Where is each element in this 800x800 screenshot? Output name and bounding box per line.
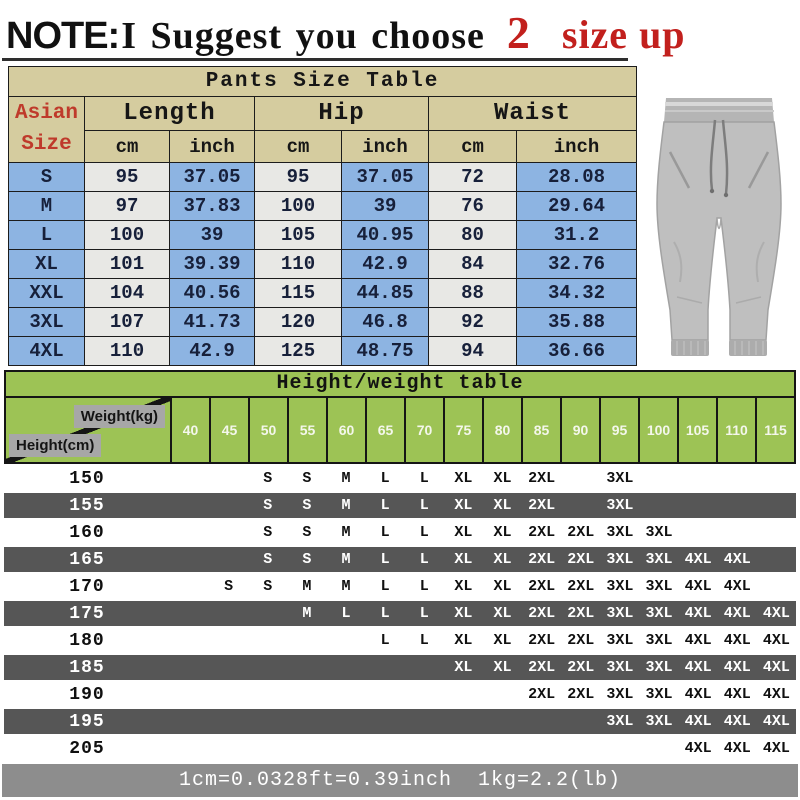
asian-size-line1: Asian [14,102,78,126]
inch-value: 34.32 [517,279,637,308]
recommended-size-cell: 3XL [606,632,634,649]
recommended-size-cell: 4XL [723,713,751,730]
weight-kg-header-cell: 50 [248,398,287,462]
recommended-size-cell: L [419,632,429,649]
recommended-size-cell: S [224,578,234,595]
recommended-size-cell: 2XL [528,551,556,568]
inch-value: 46.8 [342,308,429,337]
cm-value: 88 [429,279,517,308]
weight-kg-header-cell: 95 [599,398,638,462]
recommended-size-cell: XL [454,524,473,541]
cm-value: 125 [255,337,342,366]
height-weight-header-row [6,398,794,462]
inch-value: 37.05 [170,163,255,192]
recommended-size-cell: XL [493,605,512,622]
recommended-size-cell: XL [493,659,512,676]
note-header [6,6,798,59]
inch-value: 41.73 [170,308,255,337]
inch-value: 36.66 [517,337,637,366]
weight-kg-header-cell: 40 [182,422,199,438]
hw-row [4,628,796,653]
recommended-size-cell: XL [493,578,512,595]
recommended-size-cell: L [341,605,351,622]
recommended-size-cell: L [419,470,429,487]
pants-table-group-row [9,97,637,131]
inch-value: 39 [342,192,429,221]
recommended-size-cell: 4XL [762,740,790,757]
recommended-size-cell: 4XL [762,605,790,622]
recommended-size-cell: 2XL [528,497,556,514]
hw-row [4,547,796,572]
recommended-size-cell: 4XL [723,551,751,568]
recommended-size-cell: 4XL [723,686,751,703]
asian-size-value: L [9,221,85,250]
hw-row [4,601,796,626]
cm-value: 95 [85,163,170,192]
recommended-size-cell: 3XL [645,578,673,595]
hw-weight-header [172,398,794,462]
recommended-size-cell: XL [493,524,512,541]
recommended-size-cell: 4XL [684,551,712,568]
height-cm-value: 165 [69,549,105,570]
length-cm-header: cm [85,131,170,163]
recommended-size-cell: 3XL [645,524,673,541]
note-underline [2,58,628,61]
recommended-size-cell: S [263,551,273,568]
pants-table-body [9,163,637,366]
weight-kg-header-cell: 45 [209,398,248,462]
height-cm-value: 150 [69,468,105,489]
recommended-size-cell: 4XL [684,632,712,649]
inch-value: 39 [170,221,255,250]
cm-value: 76 [429,192,517,221]
recommended-size-cell: 4XL [723,740,751,757]
recommended-size-cell: S [263,524,273,541]
recommended-size-cell: S [302,497,312,514]
recommended-size-cell: S [302,551,312,568]
pants-size-row [9,250,637,279]
recommended-size-cell: 3XL [606,524,634,541]
height-cm-value: 185 [69,657,105,678]
recommended-size-cell: L [380,497,390,514]
weight-kg-header-cell: 65 [365,398,404,462]
recommended-size-cell: XL [493,632,512,649]
recommended-size-cell: L [380,551,390,568]
recommended-size-cell: 2XL [528,578,556,595]
recommended-size-cell: S [263,470,273,487]
inch-value: 28.08 [517,163,637,192]
recommended-size-cell: XL [454,605,473,622]
pants-size-row [9,279,637,308]
recommended-size-cell: 2XL [567,659,595,676]
recommended-size-cell: M [341,524,351,541]
recommended-size-cell: S [302,470,312,487]
pants-table-title-row [9,67,637,97]
weight-kg-header-cell: 70 [404,398,443,462]
note-prefix: NOTE: [6,15,120,57]
asian-size-line2: Size [21,132,72,156]
recommended-size-cell: 2XL [528,686,556,703]
waist-inch-header: inch [517,131,637,163]
recommended-size-cell: 4XL [723,659,751,676]
cm-value: 100 [85,221,170,250]
recommended-size-cell: M [302,605,312,622]
pants-size-table [8,66,637,366]
height-cm-value: 155 [69,495,105,516]
cm-value: 80 [429,221,517,250]
weight-kg-header-cell: 105 [677,398,716,462]
recommended-size-cell: L [380,578,390,595]
asian-size-value: XL [9,250,85,279]
recommended-size-cell: 3XL [606,659,634,676]
recommended-size-cell: L [419,497,429,514]
recommended-size-cell: 2XL [567,686,595,703]
recommended-size-cell: M [341,497,351,514]
weight-kg-header-cell: 90 [560,398,599,462]
length-inch-header: inch [170,131,255,163]
note-suffix-text: size up [561,12,686,57]
asian-size-value: 3XL [9,308,85,337]
inch-value: 35.88 [517,308,637,337]
weight-kg-header-cell: 60 [326,398,365,462]
recommended-size-cell: L [380,524,390,541]
recommended-size-cell: M [341,551,351,568]
asian-size-value: S [9,163,85,192]
recommended-size-cell: 4XL [762,632,790,649]
hw-row [4,709,796,734]
recommended-size-cell: 4XL [762,659,790,676]
recommended-size-cell: S [263,578,273,595]
hw-row [4,493,796,518]
recommended-size-cell: 4XL [684,713,712,730]
pants-size-row [9,308,637,337]
height-weight-title: Height/weight table [6,372,794,398]
recommended-size-cell: 3XL [645,713,673,730]
recommended-size-cell: 2XL [528,470,556,487]
pants-table-unit-row [9,131,637,163]
weight-kg-header-cell: 110 [716,398,755,462]
hw-row [4,682,796,707]
inch-value: 32.76 [517,250,637,279]
recommended-size-cell: 3XL [606,470,634,487]
recommended-size-cell: L [419,524,429,541]
recommended-size-cell: 2XL [567,578,595,595]
waist-cm-header: cm [429,131,517,163]
recommended-size-cell: 2XL [567,551,595,568]
hw-row [4,736,796,761]
height-cm-value: 205 [69,738,105,759]
recommended-size-cell: 2XL [567,632,595,649]
recommended-size-cell: L [419,578,429,595]
asian-size-value: 4XL [9,337,85,366]
recommended-size-cell: L [419,551,429,568]
inch-value: 31.2 [517,221,637,250]
height-cm-label: Height(cm) [9,434,101,457]
inch-value: 29.64 [517,192,637,221]
recommended-size-cell: 3XL [645,659,673,676]
recommended-size-cell: 3XL [606,497,634,514]
inch-value: 40.95 [342,221,429,250]
recommended-size-cell: XL [454,632,473,649]
cm-value: 107 [85,308,170,337]
asian-size-value: XXL [9,279,85,308]
recommended-size-cell: 4XL [762,686,790,703]
cm-value: 84 [429,250,517,279]
recommended-size-cell: 2XL [528,605,556,622]
inch-value: 48.75 [342,337,429,366]
cm-value: 72 [429,163,517,192]
cm-value: 110 [85,337,170,366]
recommended-size-cell: 3XL [606,686,634,703]
pants-size-row [9,337,637,366]
recommended-size-cell: L [419,605,429,622]
height-cm-value: 160 [69,522,105,543]
note-body-text: I Suggest you choose [121,15,485,57]
cm-value: 94 [429,337,517,366]
recommended-size-cell: L [380,632,390,649]
hw-row [4,655,796,680]
weight-kg-header-cell: 115 [755,398,794,462]
pants-table-title: Pants Size Table [9,67,637,97]
recommended-size-cell: 3XL [606,551,634,568]
weight-kg-header-cell: 75 [443,398,482,462]
inch-value: 37.05 [342,163,429,192]
waist-group-header: Waist [429,97,637,131]
inch-value: 40.56 [170,279,255,308]
recommended-size-cell: 4XL [762,713,790,730]
height-cm-value: 195 [69,711,105,732]
cm-value: 110 [255,250,342,279]
hw-row [4,466,796,491]
note-size-up-count: 2 [506,7,530,58]
recommended-size-cell: XL [454,497,473,514]
recommended-size-cell: 4XL [723,605,751,622]
recommended-size-cell: 4XL [684,740,712,757]
pants-size-row [9,221,637,250]
cm-value: 105 [255,221,342,250]
recommended-size-cell: 3XL [645,632,673,649]
inch-value: 42.9 [170,337,255,366]
recommended-size-cell: 4XL [684,659,712,676]
recommended-size-cell: 3XL [606,578,634,595]
length-group-header: Length [85,97,255,131]
recommended-size-cell: 2XL [567,524,595,541]
recommended-size-cell: S [302,524,312,541]
jogger-pants-photo [640,66,798,366]
cm-value: 95 [255,163,342,192]
pants-size-row [9,163,637,192]
recommended-size-cell: L [380,605,390,622]
recommended-size-cell: S [263,497,273,514]
recommended-size-cell: 2XL [528,632,556,649]
recommended-size-cell: XL [454,470,473,487]
pants-size-row [9,192,637,221]
recommended-size-cell: 4XL [723,578,751,595]
jogger-pants-illustration [644,92,794,360]
asian-size-value: M [9,192,85,221]
weight-kg-header-cell: 80 [482,398,521,462]
hw-row [4,574,796,599]
inch-value: 44.85 [342,279,429,308]
hip-group-header: Hip [255,97,429,131]
recommended-size-cell: 4XL [723,632,751,649]
height-cm-value: 175 [69,603,105,624]
recommended-size-cell: XL [493,470,512,487]
recommended-size-cell: 2XL [528,524,556,541]
cm-value: 104 [85,279,170,308]
recommended-size-cell: L [380,470,390,487]
conversion-footer [2,764,798,797]
asian-size-header [9,97,85,163]
cm-value: 97 [85,192,170,221]
inch-value: 37.83 [170,192,255,221]
height-cm-value: 170 [69,576,105,597]
hip-cm-header: cm [255,131,342,163]
inch-value: 39.39 [170,250,255,279]
cm-value: 120 [255,308,342,337]
conversion-text: 1cm=0.0328ft=0.39inch 1kg=2.2(lb) [178,769,622,792]
recommended-size-cell: 4XL [684,686,712,703]
pants-legs [657,122,781,340]
recommended-size-cell: M [341,470,351,487]
recommended-size-cell: M [302,578,312,595]
recommended-size-cell: XL [454,578,473,595]
recommended-size-cell: XL [454,551,473,568]
recommended-size-cell: XL [493,497,512,514]
cm-value: 100 [255,192,342,221]
recommended-size-cell: 3XL [645,605,673,622]
recommended-size-cell: 4XL [684,605,712,622]
recommended-size-cell: 3XL [645,551,673,568]
hw-row [4,520,796,545]
cm-value: 115 [255,279,342,308]
weight-kg-label: Weight(kg) [74,405,165,428]
recommended-size-cell: 3XL [645,686,673,703]
hw-table-body [4,466,796,761]
height-cm-value: 190 [69,684,105,705]
recommended-size-cell: 2XL [567,605,595,622]
height-weight-corner-cell [6,398,172,462]
cm-value: 101 [85,250,170,279]
recommended-size-cell: 2XL [528,659,556,676]
weight-kg-header-cell: 100 [638,398,677,462]
recommended-size-cell: 3XL [606,713,634,730]
recommended-size-cell: 4XL [684,578,712,595]
recommended-size-cell: M [341,578,351,595]
cm-value: 92 [429,308,517,337]
height-weight-table [4,370,796,763]
height-cm-value: 180 [69,630,105,651]
weight-kg-header-cell: 85 [521,398,560,462]
recommended-size-cell: 3XL [606,605,634,622]
hip-inch-header: inch [342,131,429,163]
weight-kg-header-cell: 55 [287,398,326,462]
recommended-size-cell: XL [493,551,512,568]
recommended-size-cell: XL [454,659,473,676]
inch-value: 42.9 [342,250,429,279]
